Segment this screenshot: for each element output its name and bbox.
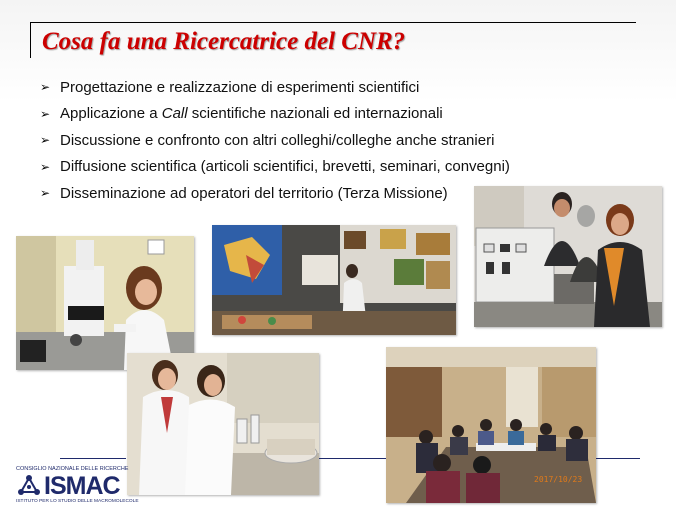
logo-name: ISMAC — [44, 472, 120, 500]
ismac-logo — [14, 466, 139, 506]
photo-lab-equipment — [474, 186, 662, 327]
bullet-text: Progettazione e realizzazione di esperimenti scientifici — [60, 78, 420, 96]
photo-date-stamp: 2017/10/23 — [534, 475, 583, 484]
bullet-text: Disseminazione ad operatori del territorio (Terza Missione) — [60, 184, 448, 202]
bottom-rule-middle — [319, 458, 386, 459]
photo-presentation — [212, 225, 456, 335]
bullet-item — [40, 180, 510, 207]
slide-title: Cosa fa una Ricercatrice del CNR? — [42, 28, 406, 55]
arrow-bullet-icon: ➢ — [40, 133, 51, 148]
molecule-logo-icon — [16, 474, 42, 498]
bullet-item — [40, 154, 510, 181]
photo-meeting — [386, 347, 596, 503]
arrow-bullet-icon: ➢ — [40, 80, 51, 95]
bullet-item — [40, 74, 510, 101]
bullet-text: Applicazione a — [60, 105, 162, 123]
logo-institution-text: CONSIGLIO NAZIONALE DELLE RICERCHE — [16, 466, 129, 472]
bullet-text: Diffusione scientifica (articoli scientifici, brevetti, seminari, convegni) — [60, 158, 510, 176]
bullet-text-italic: Call — [161, 105, 188, 123]
photo-lab-bench — [127, 353, 319, 495]
lab-bench-scene-image — [127, 353, 319, 495]
bullet-list — [40, 74, 510, 207]
bottom-rule-left — [60, 458, 126, 459]
arrow-bullet-icon: ➢ — [40, 186, 51, 201]
bottom-rule-right — [596, 458, 640, 459]
bullet-item — [40, 127, 510, 154]
bullet-text: Discussione e confronto con altri colleghi/colleghe anche stranieri — [60, 131, 495, 149]
photo-microscope — [16, 236, 194, 370]
arrow-bullet-icon: ➢ — [40, 106, 51, 121]
bullet-text: scientifiche nazionali ed internazionali — [187, 105, 443, 123]
logo-subtitle: ISTITUTO PER LO STUDIO DELLE MACROMOLECOLE — [16, 499, 139, 504]
presentation-scene-image — [212, 225, 456, 335]
microscope-scene-image — [16, 236, 194, 370]
arrow-bullet-icon: ➢ — [40, 159, 51, 174]
lab-equipment-scene-image — [474, 186, 662, 327]
bullet-item — [40, 101, 510, 128]
